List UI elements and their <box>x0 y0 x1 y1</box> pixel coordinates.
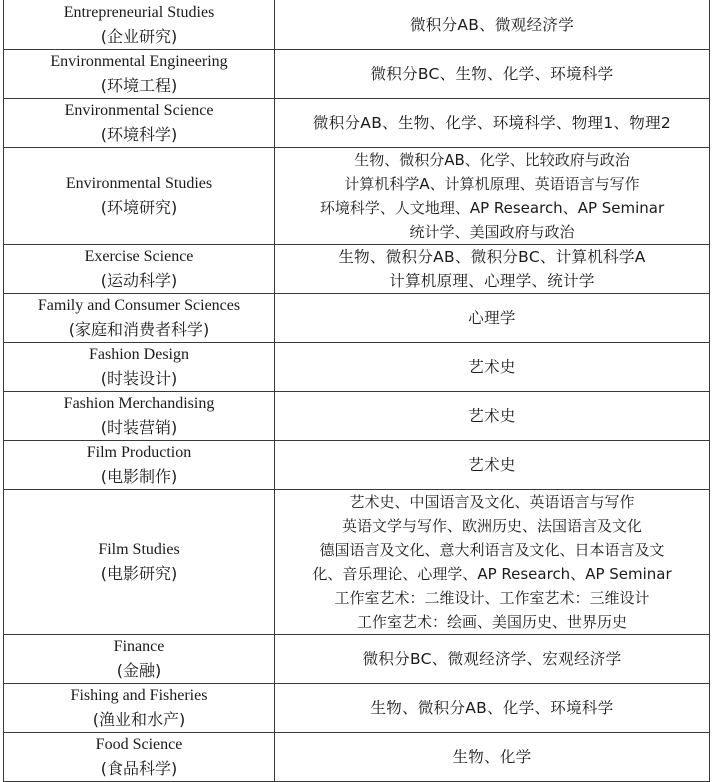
recommended-courses-cell <box>275 490 710 635</box>
course-line: 生物、化学 <box>452 748 532 766</box>
recommended-courses-cell <box>275 50 710 99</box>
major-cell <box>4 148 275 245</box>
recommended-courses-cell <box>275 148 710 245</box>
recommended-courses-cell <box>275 441 710 490</box>
major-cell <box>4 684 275 733</box>
recommended-courses-cell <box>275 245 710 294</box>
major-english-name: Environmental Studies <box>65 175 213 192</box>
table-row <box>4 490 710 635</box>
major-cell <box>4 733 275 782</box>
course-line: 德国语言及文化、意大利语言及文化、日本语言及文 <box>319 541 665 559</box>
course-line: 生物、微积分AB、微积分BC、计算机科学A <box>338 248 646 266</box>
major-chinese-name: (电影研究) <box>100 564 178 583</box>
major-chinese-name: (环境研究) <box>100 198 178 217</box>
major-chinese-name: (家庭和消费者科学) <box>68 320 210 339</box>
course-line: 心理学 <box>468 309 516 327</box>
major-english-name: Environmental Engineering <box>50 53 228 70</box>
course-line: 生物、微积分AB、化学、环境科学 <box>370 699 614 717</box>
major-cell <box>4 294 275 343</box>
major-english-name: Environmental Science <box>64 102 214 119</box>
course-line: 艺术史、中国语言及文化、英语语言与写作 <box>349 493 635 511</box>
table-row <box>4 148 710 245</box>
major-cell <box>4 441 275 490</box>
major-chinese-name: (运动科学) <box>100 271 178 290</box>
major-english-name: Exercise Science <box>84 248 194 265</box>
recommended-courses-cell <box>275 294 710 343</box>
course-line: 化、音乐理论、心理学、AP Research、AP Seminar <box>312 565 672 583</box>
course-line: 微积分AB、生物、化学、环境科学、物理1、物理2 <box>312 114 672 132</box>
recommended-courses-cell <box>275 99 710 148</box>
table-row <box>4 50 710 99</box>
table-row <box>4 733 710 782</box>
major-chinese-name: (金融) <box>116 661 162 680</box>
recommended-courses-cell <box>275 684 710 733</box>
table-row <box>4 392 710 441</box>
major-chinese-name: (环境科学) <box>100 125 178 144</box>
major-english-name: Family and Consumer Sciences <box>37 297 241 314</box>
recommended-courses-cell <box>275 635 710 684</box>
major-cell <box>4 99 275 148</box>
major-cell <box>4 245 275 294</box>
major-cell <box>4 392 275 441</box>
major-cell <box>4 50 275 99</box>
major-chinese-name: (食品科学) <box>100 759 178 778</box>
table-row <box>4 343 710 392</box>
table-row <box>4 245 710 294</box>
major-cell <box>4 635 275 684</box>
major-chinese-name: (时装设计) <box>100 369 178 388</box>
major-english-name: Finance <box>113 638 165 655</box>
major-chinese-name: (电影制作) <box>100 467 178 486</box>
course-line: 微积分AB、微观经济学 <box>409 15 575 34</box>
course-line: 工作室艺术：绘画、美国历史、世界历史 <box>356 613 627 631</box>
course-line: 英语文学与写作、欧洲历史、法国语言及文化 <box>341 517 642 535</box>
major-english-name: Food Science <box>95 736 183 753</box>
course-line: 环境科学、人文地理、AP Research、AP Seminar <box>319 199 665 217</box>
course-line: 微积分BC、生物、化学、环境科学 <box>370 65 614 83</box>
table-row <box>4 99 710 148</box>
major-chinese-name: (时装营销) <box>100 418 178 437</box>
major-cell <box>4 490 275 635</box>
major-chinese-name: (环境工程) <box>100 76 178 95</box>
table-body <box>4 0 710 782</box>
course-line: 艺术史 <box>468 456 516 474</box>
course-line: 生物、微积分AB、化学、比较政府与政治 <box>354 151 630 169</box>
course-line: 计算机科学A、计算机原理、英语语言与写作 <box>344 175 640 193</box>
major-chinese-name: (渔业和水产) <box>92 710 186 729</box>
course-line: 艺术史 <box>468 407 516 425</box>
course-line: 计算机原理、心理学、统计学 <box>389 272 595 290</box>
recommended-courses-cell <box>275 0 710 50</box>
majors-table <box>3 0 710 782</box>
table-row <box>4 0 710 50</box>
major-english-name: Fashion Merchandising <box>63 395 215 412</box>
recommended-courses-cell <box>275 392 710 441</box>
course-line: 工作室艺术：二维设计、工作室艺术：三维设计 <box>334 589 650 607</box>
major-english-name: Film Production <box>86 444 192 461</box>
major-english-name: Entrepreneurial Studies <box>63 3 215 21</box>
recommended-courses-cell <box>275 343 710 392</box>
table-row <box>4 684 710 733</box>
course-line: 微积分BC、微观经济学、宏观经济学 <box>362 650 622 668</box>
major-cell <box>4 0 275 50</box>
course-line: 艺术史 <box>468 358 516 376</box>
major-chinese-name: (企业研究) <box>100 26 178 46</box>
table-row <box>4 441 710 490</box>
major-cell <box>4 343 275 392</box>
table-row <box>4 294 710 343</box>
recommended-courses-cell <box>275 733 710 782</box>
course-line: 统计学、美国政府与政治 <box>409 223 575 241</box>
major-english-name: Fishing and Fisheries <box>70 687 208 704</box>
major-english-name: Fashion Design <box>89 346 189 363</box>
major-english-name: Film Studies <box>98 541 180 558</box>
table-row <box>4 635 710 684</box>
